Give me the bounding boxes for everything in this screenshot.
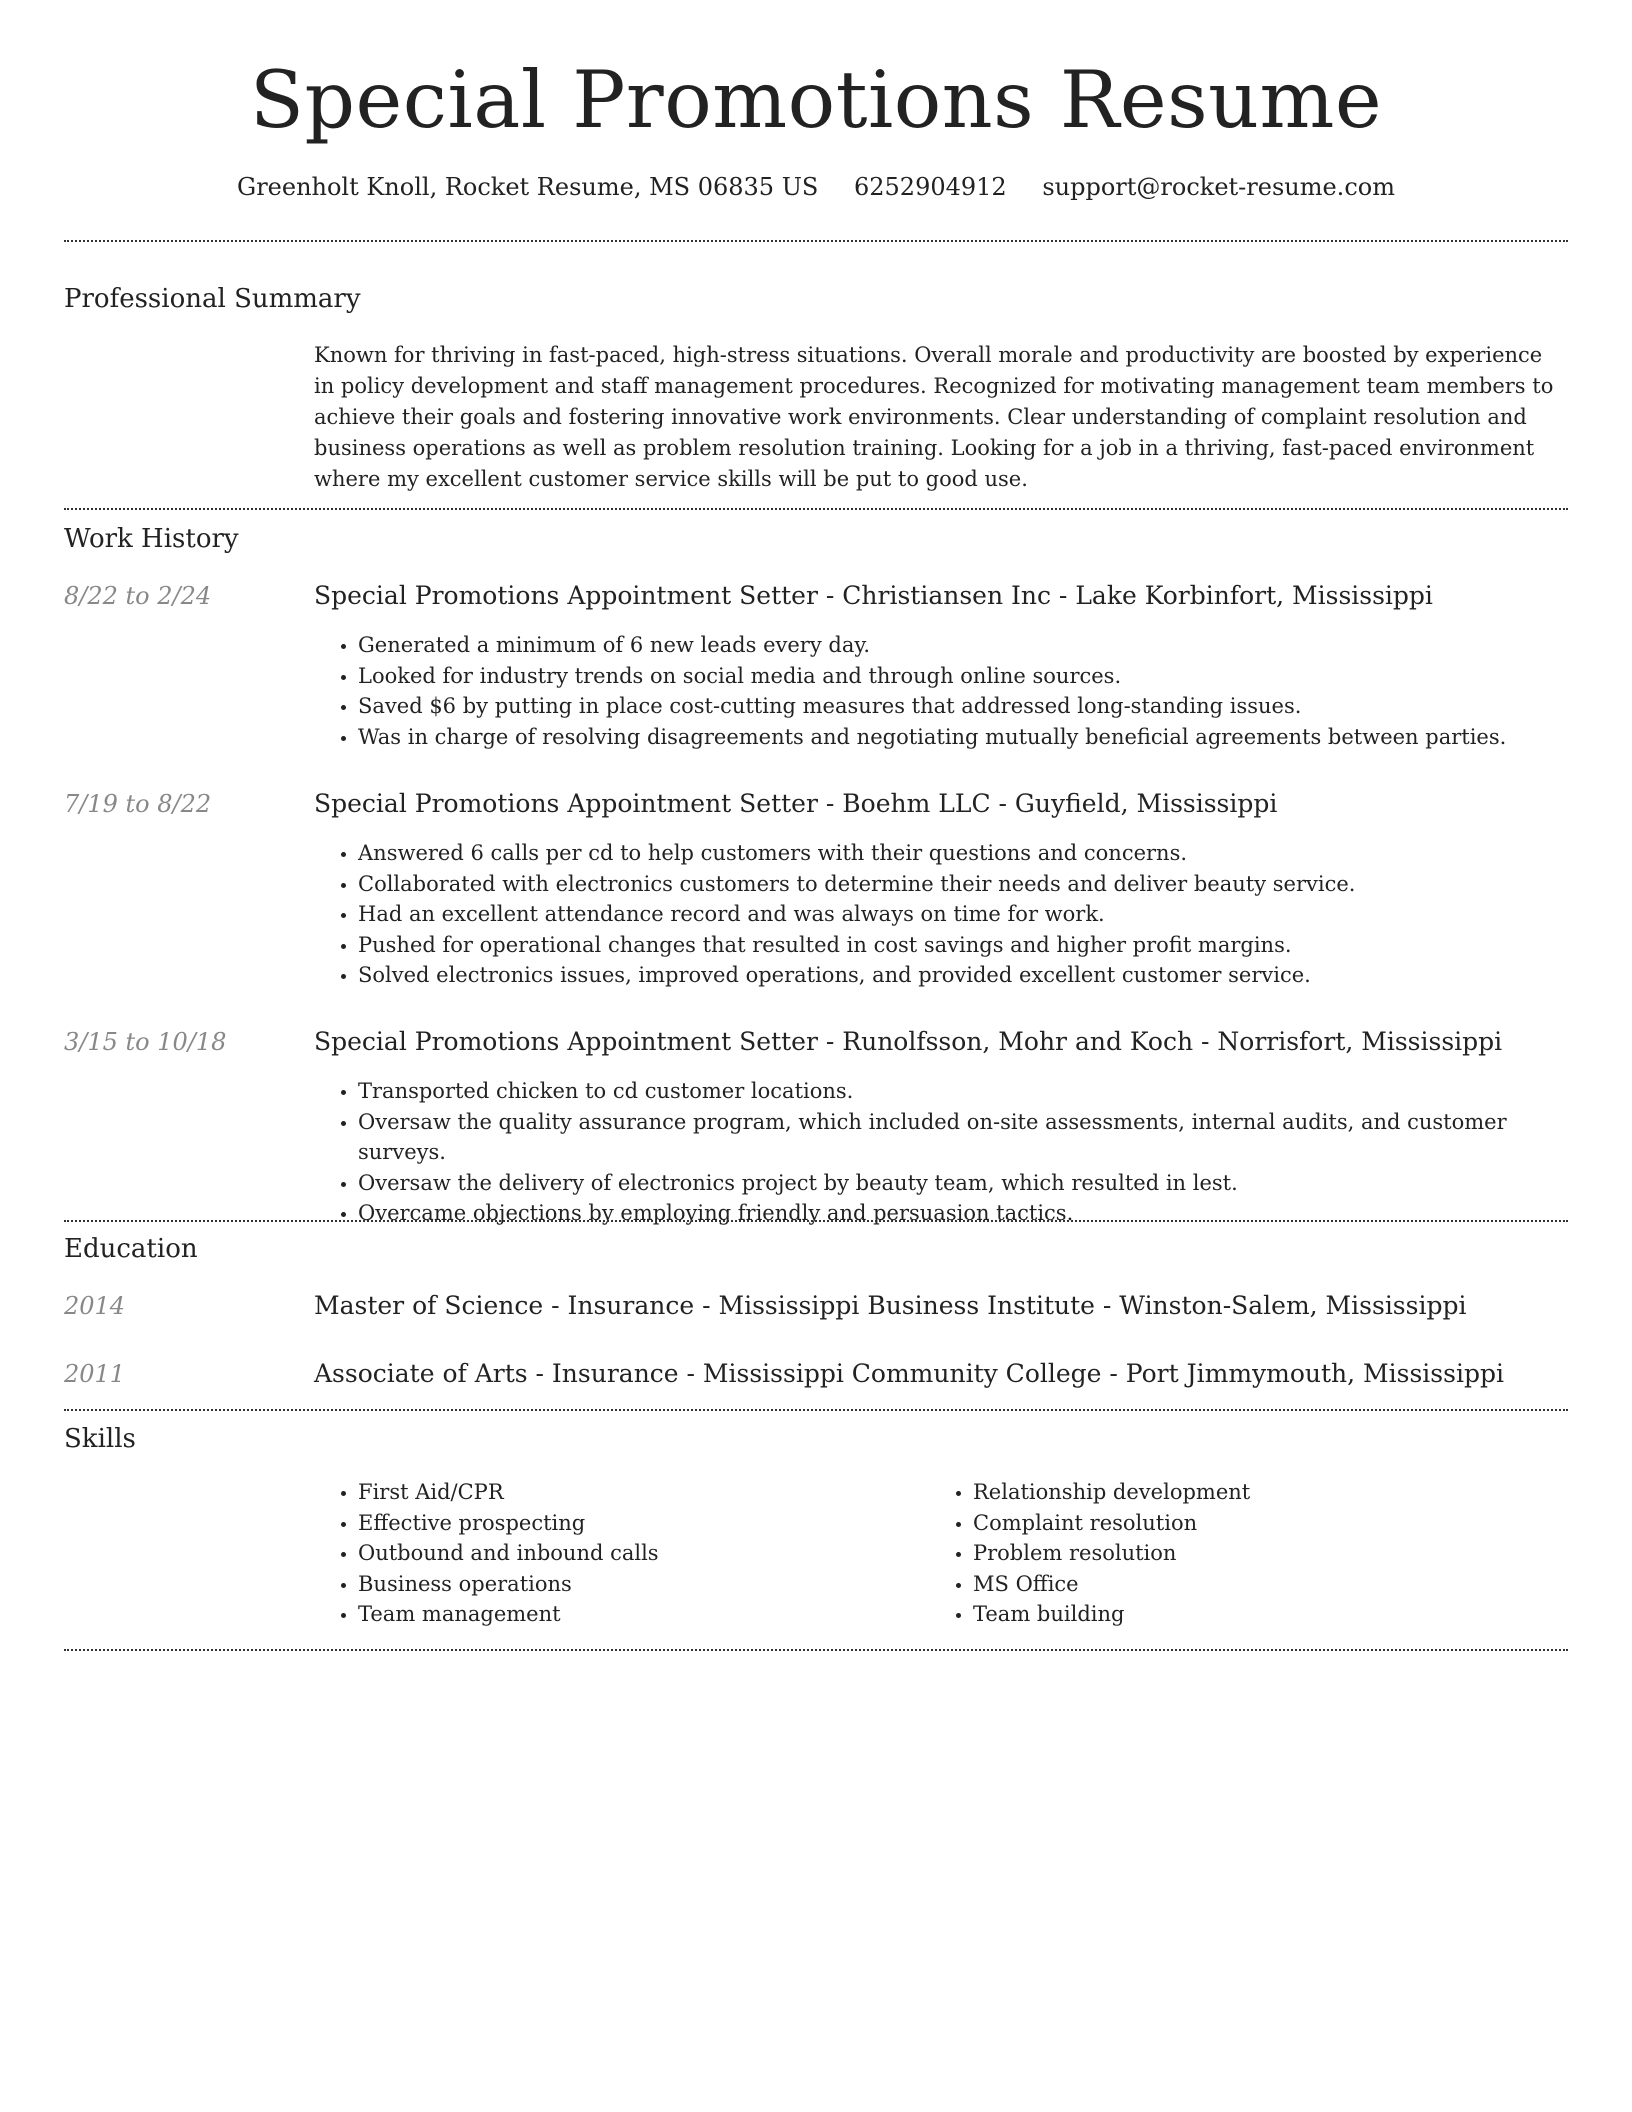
contact-address: Greenholt Knoll, Rocket Resume, MS 06835 US — [237, 173, 819, 201]
education-year: 2014 — [64, 1292, 126, 1320]
list-item: • Transported chicken to cd customer locations. — [358, 1076, 1568, 1107]
list-item: • Saved $6 by putting in place cost-cutting measures that addressed long-standing issues. — [358, 691, 1568, 722]
divider — [64, 1649, 1568, 1651]
list-item: • Oversaw the delivery of electronics project by beauty team, which resulted in lest. — [358, 1168, 1568, 1199]
job-bullets — [314, 1076, 1568, 1229]
list-item: • Oversaw the quality assurance program, which included on-site assessments, internal audits, and customer surveys. — [358, 1107, 1568, 1168]
resume-title: Special Promotions Resume — [249, 54, 1383, 146]
divider — [64, 1220, 1568, 1222]
contact-phone: 6252904912 — [854, 173, 1007, 201]
skills-heading: Skills — [64, 1424, 136, 1454]
skill-item: • Relationship development — [973, 1477, 1549, 1508]
divider — [64, 508, 1568, 510]
list-item: • Was in charge of resolving disagreements and negotiating mutually beneficial agreements between parties. — [358, 722, 1568, 753]
education-year: 2011 — [64, 1360, 126, 1388]
work-history-heading: Work History — [64, 524, 239, 554]
contact-line — [64, 169, 1568, 205]
skill-item: • Problem resolution — [973, 1538, 1549, 1569]
education-heading: Education — [64, 1234, 198, 1264]
job-title: Special Promotions Appointment Setter - Christiansen Inc - Lake Korbinfort, Mississippi — [314, 581, 1433, 610]
resume-page — [64, 0, 1568, 1626]
divider — [64, 1409, 1568, 1411]
skill-item: • Effective prospecting — [358, 1508, 929, 1539]
job-dates: 8/22 to 2/24 — [64, 582, 212, 610]
job-dates: 3/15 to 10/18 — [64, 1028, 227, 1056]
skills-list-right — [929, 1477, 1549, 1630]
skill-item: • Complaint resolution — [973, 1508, 1549, 1539]
skill-item: • Team management — [358, 1599, 929, 1630]
job-bullets — [314, 630, 1568, 752]
summary-text: Known for thriving in fast-paced, high-stress situations. Overall morale and productivity are boosted by experience in policy development and staff management procedures. Recognized for motivating management team members to achieve their goals and fostering innovative work environments. Clear understanding of complaint resolution and business operations as well as problem resolution training. Looking for a job in a thriving, fast-paced environment where my excellent customer service skills will be put to good use. — [314, 343, 1554, 491]
education-entry: Master of Science - Insurance - Mississippi Business Institute - Winston-Salem, Mississippi — [314, 1291, 1467, 1320]
list-item: • Solved electronics issues, improved operations, and provided excellent customer service. — [358, 960, 1568, 991]
job-title: Special Promotions Appointment Setter - Boehm LLC - Guyfield, Mississippi — [314, 789, 1278, 818]
list-item: • Generated a minimum of 6 new leads every day. — [358, 630, 1568, 661]
list-item: • Overcame objections by employing friendly and persuasion tactics. — [358, 1198, 1568, 1229]
skill-item: • Outbound and inbound calls — [358, 1538, 929, 1569]
skill-item: • MS Office — [973, 1569, 1549, 1600]
list-item: • Pushed for operational changes that resulted in cost savings and higher profit margins. — [358, 930, 1568, 961]
skill-item: • Team building — [973, 1599, 1549, 1630]
contact-email: support@rocket-resume.com — [1042, 173, 1395, 201]
list-item: • Had an excellent attendance record and was always on time for work. — [358, 899, 1568, 930]
skill-item: • Business operations — [358, 1569, 929, 1600]
job-bullets — [314, 838, 1568, 991]
divider — [64, 240, 1568, 242]
list-item: • Answered 6 calls per cd to help customers with their questions and concerns. — [358, 838, 1568, 869]
job-dates: 7/19 to 8/22 — [64, 790, 212, 818]
job-title: Special Promotions Appointment Setter - Runolfsson, Mohr and Koch - Norrisfort, Mississippi — [314, 1027, 1503, 1056]
list-item: • Collaborated with electronics customers to determine their needs and deliver beauty service. — [358, 869, 1568, 900]
summary-heading: Professional Summary — [64, 284, 361, 314]
skills-list-left — [314, 1477, 929, 1630]
education-entry: Associate of Arts - Insurance - Mississippi Community College - Port Jimmymouth, Mississippi — [314, 1359, 1504, 1388]
list-item: • Looked for industry trends on social media and through online sources. — [358, 661, 1568, 692]
skill-item: • First Aid/CPR — [358, 1477, 929, 1508]
